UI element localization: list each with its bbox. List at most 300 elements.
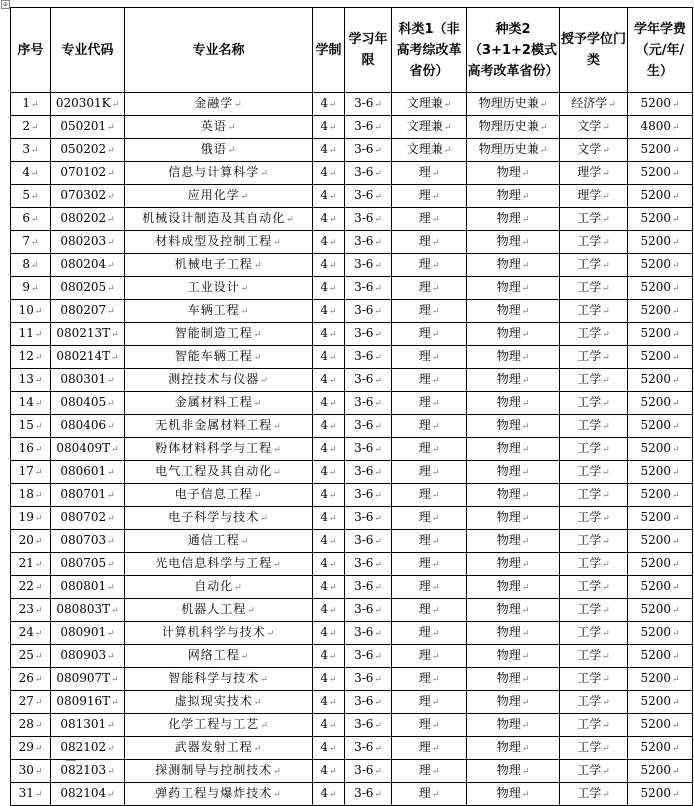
cell-index[interactable] — [11, 323, 51, 346]
cell-index[interactable] — [11, 576, 51, 599]
cell-category1[interactable] — [392, 93, 467, 116]
cell-degree[interactable] — [560, 415, 628, 438]
cell-duration-text: 3-6 — [354, 165, 374, 179]
cell-code[interactable] — [51, 254, 125, 277]
cell-system[interactable] — [313, 277, 345, 300]
cell-code[interactable] — [51, 415, 125, 438]
cell-name[interactable] — [125, 507, 313, 530]
cell-fee[interactable] — [628, 599, 693, 622]
cell-name[interactable] — [125, 392, 313, 415]
cell-code[interactable] — [51, 139, 125, 162]
cell-system[interactable] — [313, 760, 345, 783]
cell-category2[interactable] — [467, 139, 560, 162]
cell-category2[interactable] — [467, 415, 560, 438]
cell-code[interactable] — [51, 783, 125, 806]
cell-system[interactable] — [313, 300, 345, 323]
cell-duration[interactable] — [345, 369, 392, 392]
cell-degree[interactable] — [560, 783, 628, 806]
cell-fee[interactable] — [628, 139, 693, 162]
cell-index[interactable] — [11, 599, 51, 622]
cell-category2[interactable] — [467, 185, 560, 208]
header-code: 专业代码 — [51, 8, 125, 93]
cell-system-text: 4 — [320, 556, 329, 570]
cell-index[interactable] — [11, 507, 51, 530]
paragraph-mark-icon: ↵ — [672, 698, 680, 708]
cell-name[interactable] — [125, 553, 313, 576]
cell-category2[interactable] — [467, 323, 560, 346]
cell-fee[interactable] — [628, 737, 693, 760]
cell-index[interactable] — [11, 254, 51, 277]
cell-duration[interactable] — [345, 185, 392, 208]
cell-system[interactable] — [313, 93, 345, 116]
cell-duration[interactable] — [345, 760, 392, 783]
cell-fee[interactable] — [628, 369, 693, 392]
cell-name[interactable] — [125, 668, 313, 691]
cell-category1[interactable] — [392, 208, 467, 231]
cell-category1[interactable] — [392, 185, 467, 208]
cell-category1[interactable] — [392, 323, 467, 346]
cell-name[interactable] — [125, 185, 313, 208]
cell-system[interactable] — [313, 507, 345, 530]
cell-category2[interactable] — [467, 599, 560, 622]
cell-name[interactable] — [125, 714, 313, 737]
cell-duration[interactable] — [345, 783, 392, 806]
cell-system[interactable] — [313, 392, 345, 415]
cell-fee[interactable] — [628, 484, 693, 507]
cell-category2[interactable] — [467, 346, 560, 369]
cell-category1[interactable] — [392, 668, 467, 691]
cell-name[interactable] — [125, 645, 313, 668]
cell-duration[interactable] — [345, 300, 392, 323]
cell-system[interactable] — [313, 438, 345, 461]
cell-category1[interactable] — [392, 392, 467, 415]
cell-duration[interactable] — [345, 208, 392, 231]
cell-degree[interactable] — [560, 369, 628, 392]
cell-fee-text: 5200 — [640, 786, 671, 800]
table-anchor-icon[interactable]: ⊕ — [2, 1, 9, 8]
cell-name[interactable] — [125, 369, 313, 392]
cell-category1[interactable] — [392, 369, 467, 392]
cell-fee[interactable] — [628, 438, 693, 461]
cell-name[interactable] — [125, 691, 313, 714]
cell-name[interactable] — [125, 737, 313, 760]
cell-index[interactable] — [11, 714, 51, 737]
cell-degree[interactable] — [560, 300, 628, 323]
cell-name[interactable] — [125, 208, 313, 231]
cell-index[interactable] — [11, 162, 51, 185]
cell-code[interactable] — [51, 576, 125, 599]
cell-fee[interactable] — [628, 530, 693, 553]
cell-index[interactable] — [11, 484, 51, 507]
cell-code[interactable] — [51, 691, 125, 714]
cell-name[interactable] — [125, 415, 313, 438]
cell-code[interactable] — [51, 530, 125, 553]
cell-fee[interactable] — [628, 415, 693, 438]
cell-duration[interactable] — [345, 438, 392, 461]
cell-duration[interactable] — [345, 162, 392, 185]
cell-degree[interactable] — [560, 737, 628, 760]
cell-code[interactable] — [51, 346, 125, 369]
cell-system[interactable] — [313, 622, 345, 645]
cell-category2[interactable] — [467, 438, 560, 461]
paragraph-mark-icon: ↵ — [111, 100, 120, 110]
cell-system[interactable] — [313, 714, 345, 737]
cell-fee[interactable] — [628, 461, 693, 484]
cell-category2[interactable] — [467, 576, 560, 599]
cell-system[interactable] — [313, 254, 345, 277]
cell-index[interactable] — [11, 116, 51, 139]
cell-code[interactable] — [51, 185, 125, 208]
cell-fee[interactable] — [628, 116, 693, 139]
cell-fee[interactable] — [628, 392, 693, 415]
cell-name[interactable] — [125, 346, 313, 369]
cell-category2[interactable] — [467, 507, 560, 530]
cell-fee-text: 5200 — [640, 533, 671, 547]
cell-fee[interactable] — [628, 162, 693, 185]
cell-category2[interactable] — [467, 254, 560, 277]
cell-fee[interactable] — [628, 714, 693, 737]
cell-index[interactable] — [11, 783, 51, 806]
cell-duration[interactable] — [345, 93, 392, 116]
cell-duration[interactable] — [345, 599, 392, 622]
cell-system[interactable] — [313, 162, 345, 185]
cell-index[interactable] — [11, 93, 51, 116]
cell-system[interactable] — [313, 691, 345, 714]
paragraph-mark-icon: ↵ — [602, 123, 610, 133]
cell-category2[interactable] — [467, 668, 560, 691]
cell-system[interactable] — [313, 185, 345, 208]
cell-category1[interactable] — [392, 576, 467, 599]
cell-category1[interactable] — [392, 599, 467, 622]
cell-degree[interactable] — [560, 668, 628, 691]
cell-name[interactable] — [125, 162, 313, 185]
cell-category2[interactable] — [467, 93, 560, 116]
cell-category2-text: 物理 — [496, 648, 521, 662]
cell-name[interactable] — [125, 300, 313, 323]
cell-index[interactable] — [11, 346, 51, 369]
paragraph-mark-icon: ↵ — [374, 215, 382, 225]
cell-category1[interactable] — [392, 622, 467, 645]
cell-system[interactable] — [313, 461, 345, 484]
cell-category2[interactable] — [467, 645, 560, 668]
paragraph-mark-icon: ↵ — [431, 169, 440, 179]
cell-degree[interactable] — [560, 622, 628, 645]
cell-fee[interactable] — [628, 783, 693, 806]
cell-degree[interactable] — [560, 346, 628, 369]
cell-name[interactable] — [125, 461, 313, 484]
cell-name[interactable] — [125, 323, 313, 346]
cell-system[interactable] — [313, 323, 345, 346]
cell-name[interactable] — [125, 438, 313, 461]
cell-degree[interactable] — [560, 323, 628, 346]
cell-system[interactable] — [313, 415, 345, 438]
cell-code[interactable] — [51, 622, 125, 645]
cell-degree[interactable] — [560, 714, 628, 737]
cell-category1[interactable] — [392, 507, 467, 530]
cell-system[interactable] — [313, 553, 345, 576]
cell-code[interactable] — [51, 277, 125, 300]
cell-category1[interactable] — [392, 231, 467, 254]
cell-category2[interactable] — [467, 277, 560, 300]
cell-degree[interactable] — [560, 760, 628, 783]
cell-degree[interactable] — [560, 530, 628, 553]
cell-category2[interactable] — [467, 737, 560, 760]
cell-category1[interactable] — [392, 346, 467, 369]
cell-duration[interactable] — [345, 323, 392, 346]
cell-code[interactable] — [51, 300, 125, 323]
cell-category1[interactable] — [392, 737, 467, 760]
cell-fee[interactable] — [628, 254, 693, 277]
cell-category2[interactable] — [467, 461, 560, 484]
cell-duration[interactable] — [345, 576, 392, 599]
cell-code[interactable] — [51, 208, 125, 231]
cell-degree[interactable] — [560, 254, 628, 277]
cell-degree[interactable] — [560, 162, 628, 185]
cell-category1[interactable] — [392, 438, 467, 461]
cell-degree[interactable] — [560, 208, 628, 231]
cell-system[interactable] — [313, 737, 345, 760]
cell-name[interactable] — [125, 139, 313, 162]
cell-degree[interactable] — [560, 461, 628, 484]
cell-fee[interactable] — [628, 553, 693, 576]
cell-name[interactable] — [125, 484, 313, 507]
cell-system[interactable] — [313, 369, 345, 392]
paragraph-mark-icon: ↵ — [107, 399, 115, 409]
cell-category2[interactable] — [467, 392, 560, 415]
cell-duration[interactable] — [345, 737, 392, 760]
cell-index[interactable] — [11, 737, 51, 760]
cell-duration[interactable] — [345, 254, 392, 277]
cell-duration[interactable] — [345, 530, 392, 553]
cell-index-text: 5 — [22, 188, 31, 202]
cell-index[interactable] — [11, 231, 51, 254]
cell-duration[interactable] — [345, 645, 392, 668]
cell-duration[interactable] — [345, 553, 392, 576]
cell-degree[interactable] — [560, 185, 628, 208]
cell-code[interactable] — [51, 93, 125, 116]
cell-duration[interactable] — [345, 231, 392, 254]
cell-category2[interactable] — [467, 162, 560, 185]
cell-category1[interactable] — [392, 783, 467, 806]
cell-category1[interactable] — [392, 691, 467, 714]
cell-category2[interactable] — [467, 530, 560, 553]
cell-category2[interactable] — [467, 116, 560, 139]
cell-name[interactable] — [125, 93, 313, 116]
cell-category1[interactable] — [392, 530, 467, 553]
cell-system[interactable] — [313, 645, 345, 668]
paragraph-mark-icon: ↵ — [329, 721, 337, 731]
cell-category2[interactable] — [467, 691, 560, 714]
cell-degree[interactable] — [560, 645, 628, 668]
cell-code[interactable] — [51, 438, 125, 461]
cell-name[interactable] — [125, 622, 313, 645]
cell-duration[interactable] — [345, 116, 392, 139]
cell-category2[interactable] — [467, 783, 560, 806]
cell-code[interactable] — [51, 461, 125, 484]
cell-category1[interactable] — [392, 484, 467, 507]
cell-fee[interactable] — [628, 507, 693, 530]
cell-name[interactable] — [125, 576, 313, 599]
cell-fee[interactable] — [628, 323, 693, 346]
cell-code[interactable] — [51, 714, 125, 737]
cell-index[interactable] — [11, 553, 51, 576]
cell-name[interactable] — [125, 599, 313, 622]
cell-category2[interactable] — [467, 369, 560, 392]
cell-name[interactable] — [125, 231, 313, 254]
cell-index[interactable] — [11, 668, 51, 691]
cell-system[interactable] — [313, 668, 345, 691]
cell-index[interactable] — [11, 645, 51, 668]
cell-fee-text: 5200 — [640, 648, 671, 662]
cell-fee[interactable] — [628, 231, 693, 254]
cell-code[interactable] — [51, 323, 125, 346]
cell-code[interactable] — [51, 507, 125, 530]
cell-name[interactable] — [125, 530, 313, 553]
cell-name[interactable] — [125, 116, 313, 139]
cell-category2[interactable] — [467, 208, 560, 231]
cell-code[interactable] — [51, 484, 125, 507]
cell-fee[interactable] — [628, 208, 693, 231]
cell-fee[interactable] — [628, 277, 693, 300]
cell-degree[interactable] — [560, 691, 628, 714]
cell-degree[interactable] — [560, 576, 628, 599]
cell-index[interactable] — [11, 139, 51, 162]
cell-index[interactable] — [11, 277, 51, 300]
paragraph-mark-icon: ↵ — [329, 238, 337, 248]
cell-code[interactable] — [51, 116, 125, 139]
cell-degree[interactable] — [560, 231, 628, 254]
cell-category2[interactable] — [467, 484, 560, 507]
cell-name[interactable] — [125, 254, 313, 277]
cell-duration[interactable] — [345, 461, 392, 484]
cell-name[interactable] — [125, 783, 313, 806]
cell-index[interactable] — [11, 415, 51, 438]
cell-code[interactable] — [51, 737, 125, 760]
cell-fee[interactable] — [628, 645, 693, 668]
paragraph-mark-icon: ↵ — [107, 537, 115, 547]
cell-degree[interactable] — [560, 553, 628, 576]
cell-duration[interactable] — [345, 668, 392, 691]
cell-system[interactable] — [313, 484, 345, 507]
cell-code[interactable] — [51, 599, 125, 622]
cell-fee[interactable] — [628, 93, 693, 116]
cell-index[interactable] — [11, 530, 51, 553]
cell-code[interactable] — [51, 162, 125, 185]
cell-category2[interactable] — [467, 622, 560, 645]
cell-code[interactable] — [51, 231, 125, 254]
cell-duration[interactable] — [345, 714, 392, 737]
cell-duration[interactable] — [345, 484, 392, 507]
cell-category2[interactable] — [467, 760, 560, 783]
cell-fee[interactable] — [628, 622, 693, 645]
cell-duration[interactable] — [345, 507, 392, 530]
cell-duration[interactable] — [345, 139, 392, 162]
cell-index[interactable] — [11, 760, 51, 783]
cell-duration[interactable] — [345, 392, 392, 415]
cell-degree[interactable] — [560, 484, 628, 507]
cell-fee[interactable] — [628, 668, 693, 691]
cell-category1[interactable] — [392, 415, 467, 438]
cell-name[interactable] — [125, 277, 313, 300]
cell-category1[interactable] — [392, 461, 467, 484]
cell-degree[interactable] — [560, 93, 628, 116]
cell-category1[interactable] — [392, 162, 467, 185]
cell-duration[interactable] — [345, 415, 392, 438]
cell-system[interactable] — [313, 783, 345, 806]
paragraph-mark-icon: ↵ — [107, 744, 115, 754]
paragraph-mark-icon: ↵ — [273, 767, 282, 777]
cell-system[interactable] — [313, 231, 345, 254]
cell-index[interactable] — [11, 208, 51, 231]
cell-system[interactable] — [313, 208, 345, 231]
cell-category1[interactable] — [392, 139, 467, 162]
cell-duration[interactable] — [345, 691, 392, 714]
cell-system[interactable] — [313, 599, 345, 622]
cell-index[interactable] — [11, 392, 51, 415]
cell-degree[interactable] — [560, 507, 628, 530]
cell-category1[interactable] — [392, 116, 467, 139]
cell-category1[interactable] — [392, 277, 467, 300]
cell-code[interactable] — [51, 760, 125, 783]
cell-category1[interactable] — [392, 714, 467, 737]
cell-category1[interactable] — [392, 553, 467, 576]
cell-fee[interactable] — [628, 760, 693, 783]
cell-system[interactable] — [313, 116, 345, 139]
cell-degree[interactable] — [560, 599, 628, 622]
cell-degree[interactable] — [560, 392, 628, 415]
cell-index[interactable] — [11, 300, 51, 323]
cell-system[interactable] — [313, 139, 345, 162]
cell-system[interactable] — [313, 576, 345, 599]
cell-system[interactable] — [313, 530, 345, 553]
cell-index[interactable] — [11, 369, 51, 392]
cell-index[interactable] — [11, 691, 51, 714]
cell-fee[interactable] — [628, 346, 693, 369]
cell-code[interactable] — [51, 553, 125, 576]
cell-category1[interactable] — [392, 645, 467, 668]
cell-category2[interactable] — [467, 231, 560, 254]
cell-duration[interactable] — [345, 277, 392, 300]
cell-fee[interactable] — [628, 691, 693, 714]
cell-category2[interactable] — [467, 714, 560, 737]
cell-code[interactable] — [51, 392, 125, 415]
cell-category1[interactable] — [392, 254, 467, 277]
cell-degree[interactable] — [560, 116, 628, 139]
cell-index-text: 12 — [18, 349, 34, 363]
cell-index[interactable] — [11, 622, 51, 645]
cell-category2[interactable] — [467, 553, 560, 576]
cell-system[interactable] — [313, 346, 345, 369]
cell-degree[interactable] — [560, 277, 628, 300]
cell-index[interactable] — [11, 185, 51, 208]
cell-fee[interactable] — [628, 300, 693, 323]
cell-category2[interactable] — [467, 300, 560, 323]
cell-duration[interactable] — [345, 622, 392, 645]
cell-index[interactable] — [11, 438, 51, 461]
cell-fee[interactable] — [628, 185, 693, 208]
cell-category1[interactable] — [392, 300, 467, 323]
cell-category1[interactable] — [392, 760, 467, 783]
cell-duration[interactable] — [345, 346, 392, 369]
cell-code[interactable] — [51, 668, 125, 691]
cell-code[interactable] — [51, 645, 125, 668]
cell-index[interactable] — [11, 461, 51, 484]
cell-name[interactable] — [125, 760, 313, 783]
cell-degree[interactable] — [560, 438, 628, 461]
cell-fee[interactable] — [628, 576, 693, 599]
cell-code[interactable] — [51, 369, 125, 392]
cell-degree[interactable] — [560, 139, 628, 162]
